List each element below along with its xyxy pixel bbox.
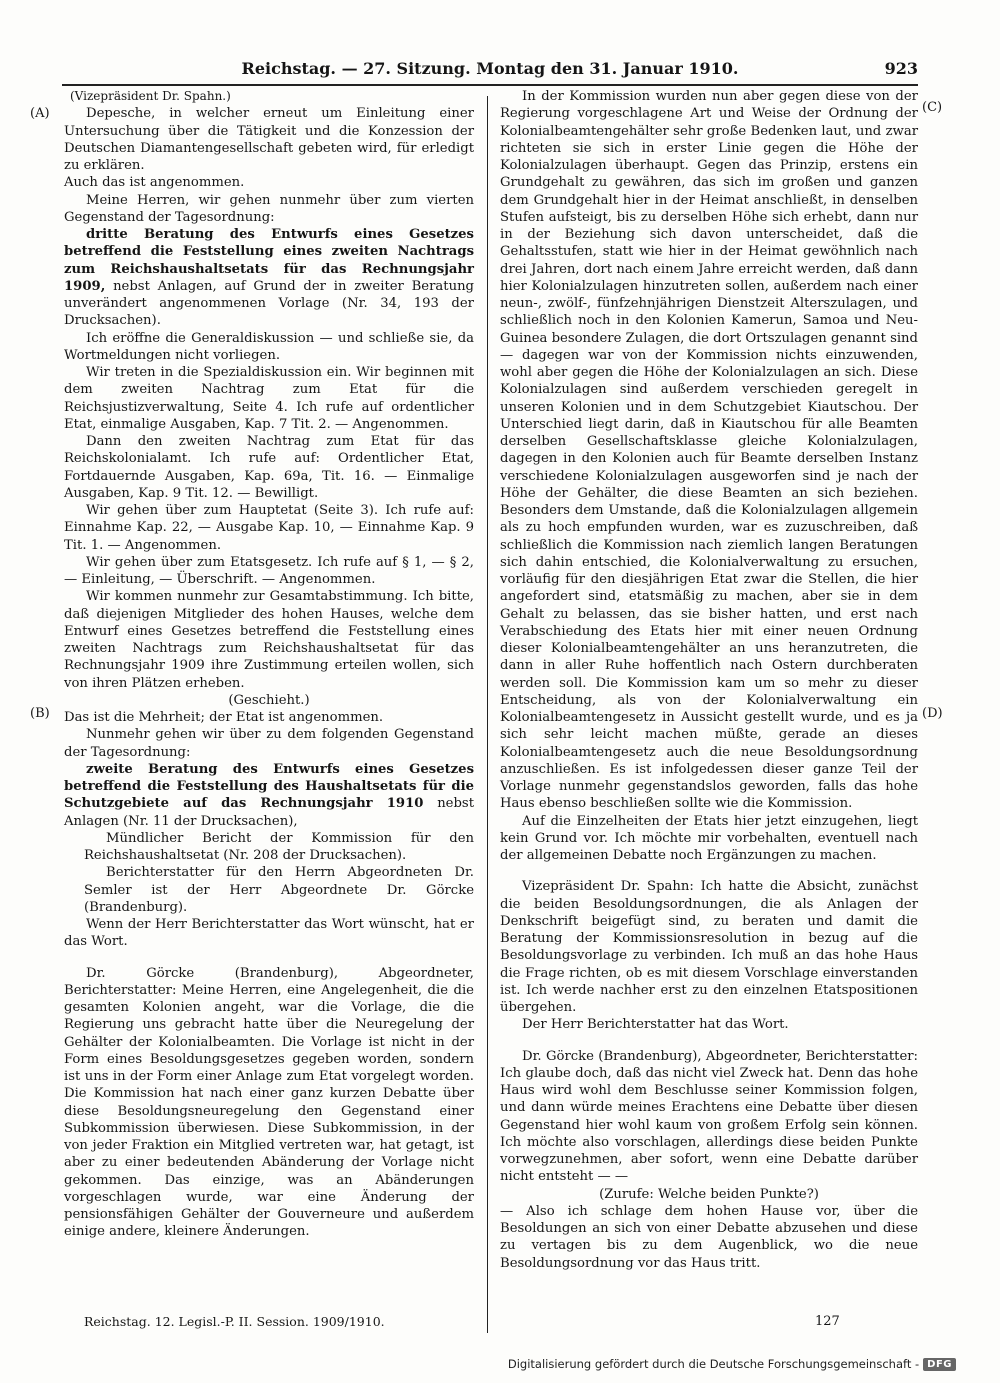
paragraph: Wir gehen über zum Etatsgesetz. Ich rufe auf § 1, — § 2, — Einleitung, — Überschrift. — Angenommen. [64,554,474,587]
paragraph: Auf die Einzelheiten der Etats hier jetzt einzugehen, liegt kein Grund vor. Ich möchte mir vorbehalten, eventuell nach der allgemeinen Debatte noch Ergänzungen zu machen. [500,813,918,863]
credit-text: Digitalisierung gefördert durch die Deutsche Forschungsgemeinschaft - [507,1357,920,1371]
agenda-item-title: dritte Beratung des Entwurfs eines Gesetzes betreffend die Feststellung eines zweiten Nachtrags zum Reichshaushaltsetats für das Rechnungsjahr 1909, [64,227,474,294]
paragraph: — Also ich schlage dem hohen Hause vor, über die Besoldungen an sich von einer Debatte abzusehen und diese zu vertagen bis zu dem Augenblick, wo die neue Besoldungsordnung vor das Haus tritt. [500,1203,918,1271]
agenda-item [64,761,474,830]
paragraph: Wir treten in die Spezialdiskussion ein. Wir beginnen mit dem zweiten Nachtrag zum Etat für die Reichsjustizverwaltung, Seite 4. Ich rufe auf ordentlicher Etat, einmalige Ausgaben, Kap. 7 Tit. 2. — Angenommen. [64,365,474,432]
margin-mark-d: (D) [922,706,943,721]
paragraph: Meine Herren, wir gehen nunmehr über zum vierten Gegenstand der Tagesordnung: [64,192,474,225]
paragraph: Das ist die Mehrheit; der Etat ist angenommen. [64,710,384,725]
paragraph: Ich eröffne die Generaldiskussion — und schließe sie, da Wortmeldungen nicht vorliegen. [64,330,474,363]
paragraph: Wir gehen über zum Hauptetat (Seite 3). Ich rufe auf: Einnahme Kap. 22, — Ausgabe Kap. 10, — Einnahme Kap. 9 Tit. 1. — Angenommen. [64,503,474,553]
digitization-credit [508,1357,956,1371]
footer-sheet-number: 127 [815,1314,840,1329]
left-column [64,88,474,1241]
margin-mark-b: (B) [30,706,50,721]
paragraph: Wir kommen nunmehr zur Gesamtabstimmung. Ich bitte, daß diejenigen Mitglieder des hohen Hauses, welche dem Entwurf eines Gesetzes betreffend die Feststellung eines zweiten Nachtrags zum Reichshaushaltsetat für das Rechnungsjahr 1909 ihre Zustimmung erteilen wollen, sich von ihren Plätzen erheben. [64,589,474,691]
speech-paragraph: Dr. Görcke (Brandenburg), Abgeordneter, Berichterstatter: Meine Herren, eine Angelegenheit, die die gesamten Kolonien angeht, war die Vorlage, die die Regierung uns gebracht hatte über die Neuregelung der Gehälter der Kolonialbeamten. Die Vorlage ist nicht in der Form eines Besoldungsgesetzes gegeben worden, sondern ist uns in der Form einer Anlage zum Etat vorgelegt worden. Die Kommission hat nach einer ganz kurzen Debatte über diese Besoldungsneuregelung den Gegenstand einer Subkommission überwiesen. Diese Subkommission, in der von jeder Fraktion ein Mitglied vertreten war, hat getagt, ist aber zu einer bedeutenden Abänderung der Vorlage nicht gekommen. Das einzige, was an Abänderungen vorgeschlagen wurde, war eine Änderung der pensionsfähigen Gehälter der Gouverneure und außerdem einige andere, kleinere Änderungen. [64,965,474,1240]
margin-mark-a: (A) [30,106,50,121]
paragraph: Der Herr Berichterstatter hat das Wort. [522,1017,789,1033]
agenda-item-text: nebst Anlagen, auf Grund der in zweiter Beratung unverändert angenommenen Vorlage (Nr. 34, 193 der Drucksachen). [64,278,474,329]
running-speaker: (Vizepräsident Dr. Spahn.) [70,89,231,103]
speech-paragraph: Vizepräsident Dr. Spahn: Ich hatte die Absicht, zunächst die beiden Besoldungsordnungen, die als Anlagen der Denkschrift beigefügt sind, zu beraten und damit die Beratung der Kommissionsresolution in bezug auf die Besoldungsvorlage zu verbinden. Ich muß an das hohe Haus die Frage richten, ob es mit diesem Vorschlage einverstanden ist. Ich werde nachher erst zu den einzelnen Etatspositionen übergehen. [500,879,918,1015]
paragraph: Depesche, in welcher erneut um Einleitung einer Untersuchung über die Tätigkeit und die Konzession der Deutschen Diamantengesellschaft gebeten wird, für erledigt zu erklären. [64,106,474,173]
header-rule [62,84,918,86]
paragraph: Wenn der Herr Berichterstatter das Wort wünscht, hat er das Wort. [64,917,474,950]
page-number: 923 [884,59,918,78]
margin-mark-c: (C) [922,100,943,115]
paragraph: In der Kommission wurden nun aber gegen diese von der Regierung vorgeschlagene Art und Weise der Ordnung der Kolonialbeamtengehälter sehr große Bedenken laut, und zwar richteten sie sich in erster Linie gegen die Höhe der Kolonialzulagen überhaupt. Gegen das Prinzip, erstens ein Grundgehalt zu gewähren, das sich im großen und ganzen dem Grundgehalt hier in der Heimat anschließt, in denselben Stufen aufsteigt, bis zu derselben Höhe sich erhebt, dann nur in der Beziehung sich davon unterscheidet, daß die Gehaltsstufen, statt wie hier in der Heimat gewöhnlich nach drei Jahren, dort nach einem Jahre erreicht werden, daß dann hier Kolonialzulagen hinzutreten sollen, außerdem nach einer neun-, zwölf-, fünfzehnjährigen Dienstzeit Alterszulagen, und schließlich noch in den Kolonien Kamerun, Samoa und Neu-Guinea besondere Zulagen, die dort Ortszulagen genannt sind — dagegen war von der Kommission nichts einzuwenden, wohl aber gegen die Höhe der Kolonialzulagen an sich. Diese Kolonialzulagen sind außerdem verschieden geregelt in unseren Kolonien und in dem Schutzgebiet Kiautschou. Der Unterschied liegt darin, daß in Kiautschou für alle Beamten derselben Gesellschaftsklasse gleiche Kolonialzulagen, dagegen in den Kolonien auch für Beamte derselben Instanz verschiedene Kolonialzulagen ausgeworfen sind je nach der Höhe der Gehälter, die diese Beamten an sich beziehen. Besonders dem Umstande, daß die Kolonialzulagen allgemein als zu hoch empfunden wurden, war es zuzuschreiben, daß schließlich die Kommission nach ziemlich langen Beratungen sich dahin entschied, die Kolonialverwaltung zu ersuchen, vorläufig für den diesjährigen Etat zwar die Stellen, die hier angefordert sind, etatsmäßig zu machen, aber sie in dem Gehalt zu belassen, das sie bisher hatten, und erst nach Verabschiedung des Etats hier mit einer neuen Ordnung dieser Kolonialbeamtengehälter an uns heranzutreten, die dann in aller Ruhe hoffentlich nach Ostern durchberaten werden soll. Die Kommission kam um so mehr zu dieser Entscheidung, als von der Kolonialverwaltung ein Kolonialbeamtengesetz in Aussicht gestellt wurde, und es ja sich sehr leicht machen müßte, gerade an dieses Kolonialbeamtengesetz auch die neue Besoldungsordnung anzuschließen. Es ist infolgedessen dieser ganze Teil der Vorlage nunmehr gegenstandslos geworden, falls das hohe Haus ebenso beschließen sollte wie die Kommission. [500,89,918,812]
column-divider [487,96,488,1333]
agenda-item-text: nebst Anlagen (Nr. 11 der Drucksachen), [64,796,474,829]
interjection: (Zurufe: Welche beiden Punkte?) [599,1186,819,1202]
stage-direction: (Geschieht.) [228,692,310,708]
agenda-item-title: zweite Beratung des Entwurfs eines Gesetzes betreffend die Feststellung des Haushaltsetats für die Schutzgebiete auf das Rechnungsjahr 1910 [64,761,474,812]
right-column [500,88,918,1272]
agenda-item [64,226,474,330]
speech-paragraph: Dr. Görcke (Brandenburg), Abgeordneter, Berichterstatter: Ich glaube doch, daß das nicht viel Zweck hat. Denn das hohe Haus wird wohl dem Beschlusse seiner Kommission folgen, und dann würde meines Erachtens eine Debatte über diesen Gegenstand hier wohl kaum von großem Erfolg sein können. Ich möchte also vorschlagen, allerdings diese beiden Punkte vorwegzunehmen, aber sofort, wenn eine Debatte darüber nicht entsteht — — [500,1048,918,1185]
footer-session: Reichstag. 12. Legisl.-P. II. Session. 1909/1910. [84,1314,385,1329]
agenda-item-report: Mündlicher Bericht der Kommission für den Reichshaushaltsetat (Nr. 208 der Drucksachen). [84,830,474,863]
header-title: Reichstag. — 27. Sitzung. Montag den 31. Januar 1910. [241,59,739,78]
agenda-item-rapporteur: Berichterstatter für den Herrn Abgeordneten Dr. Semler ist der Herr Abgeordnete Dr. Görcke (Brandenburg). [84,865,474,915]
page-header [62,56,918,82]
paragraph: Dann den zweiten Nachtrag zum Etat für das Reichskolonialamt. Ich rufe auf: Ordentlicher Etat, Fortdauernde Ausgaben, Kap. 69a, Tit. 16. — Einmalige Ausgaben, Kap. 9 Tit. 12. — Bewilligt. [64,434,474,501]
paragraph: Auch das ist angenommen. [64,175,245,191]
paragraph: Nunmehr gehen wir über zu dem folgenden Gegenstand der Tagesordnung: [64,727,474,760]
dfg-logo-icon: DFG [923,1358,956,1371]
